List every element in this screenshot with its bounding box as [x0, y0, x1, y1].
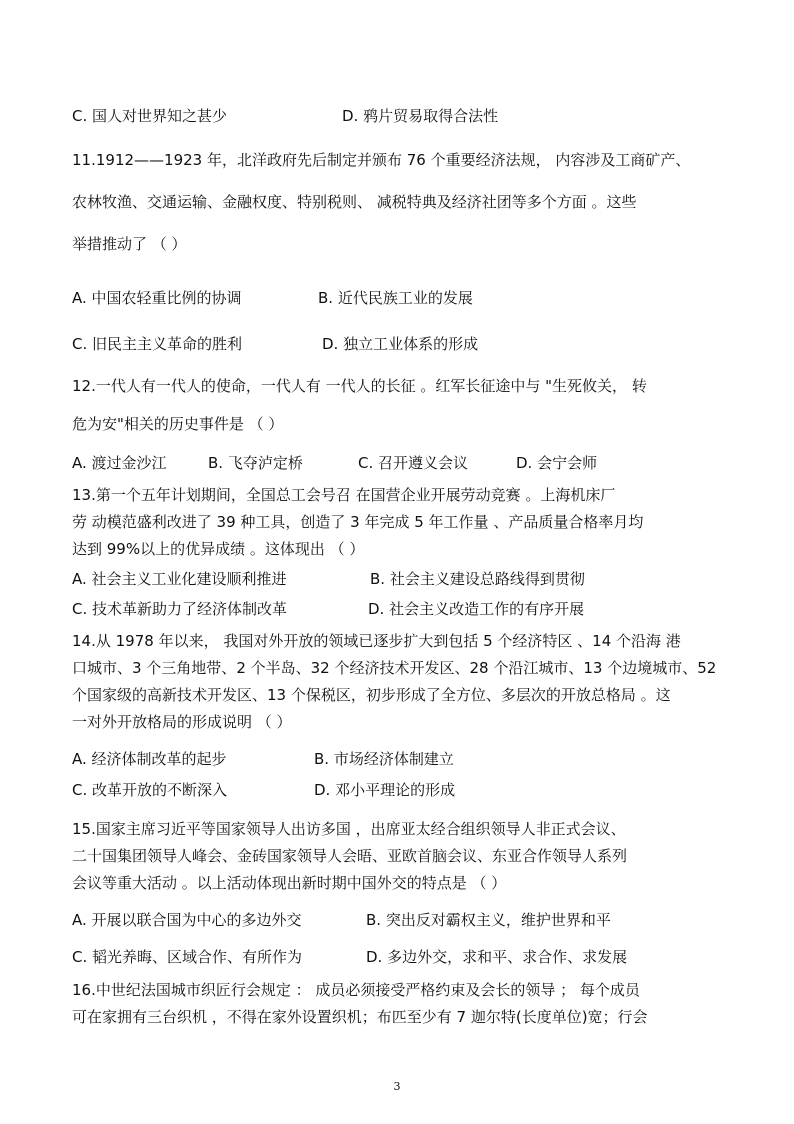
- option-a-q14: A. 经济体制改革的起步: [72, 750, 227, 768]
- option-c-q10: [72, 106, 227, 126]
- option-d-q11: D. 独立工业体系的形成: [322, 335, 479, 353]
- option-a-q11: A. 中国农轻重比例的协调: [72, 289, 242, 307]
- option-d-q15: D. 多边外交，求和平、求合作、求发展: [366, 948, 628, 966]
- question-14-line-4: 一对外开放格局的形成说明 （ ）: [72, 713, 292, 731]
- question-11-line-1: 11.1912——1923 年，北洋政府先后制定并颁布 76 个重要经济法规， 内容涉及工商矿产、: [72, 151, 691, 169]
- question-12-line-1: 12.一代人有一代人的使命，一代人有 一代人的长征 。红军长征途中与 "生死攸关， 转: [72, 377, 647, 395]
- option-b-q13: B. 社会主义建设总路线得到贯彻: [370, 570, 585, 588]
- option-c-q12: C. 召开遵义会议: [358, 454, 469, 472]
- question-15-line-1: 15.国家主席习近平等国家领导人出访多国 ，出席亚太经合组织领导人非正式会议、: [72, 820, 626, 838]
- question-15-line-2: 二十国集团领导人峰会、金砖国家领导人会晤、亚欧首脑会议、东亚合作领导人系列: [72, 847, 628, 865]
- option-text: D. 鸦片贸易取得合法性: [342, 107, 499, 125]
- question-15-line-3: 会议等重大活动 。以上活动体现出新时期中国外交的特点是 （ ）: [72, 874, 507, 892]
- option-b-q12: B. 飞夺泸定桥: [208, 454, 303, 472]
- option-b-q14: B. 市场经济体制建立: [314, 750, 454, 768]
- option-b-q15: B. 突出反对霸权主义，维护世界和平: [366, 911, 611, 929]
- question-14-line-1: 14.从 1978 年以来， 我国对外开放的领域已逐步扩大到包括 5 个经济特区 、14 个沿海 港: [72, 632, 681, 650]
- question-12-line-2: 危为安"相关的历史事件是 （ ）: [72, 415, 284, 433]
- question-14-line-3: 个国家级的高新技术开发区、13 个保税区，初步形成了全方位、多层次的开放总格局 。这: [72, 686, 671, 704]
- option-c-q15: C. 韬光养晦、区域合作、有所作为: [72, 948, 303, 966]
- page-number: 3: [393, 1080, 401, 1093]
- option-c-q14: C. 改革开放的不断深入: [72, 781, 228, 799]
- question-13-line-1: 13.第一个五年计划期间，全国总工会号召 在国营企业开展劳动竞赛 。上海机床厂: [72, 486, 616, 504]
- question-11-line-3: 举措推动了 （ ）: [72, 235, 187, 253]
- question-14-line-2: 口城市、3 个三角地带、2 个半岛、32 个经济技术开发区、28 个沿江城市、13 个边境城市、52: [72, 659, 717, 677]
- option-d-q14: D. 邓小平理论的形成: [314, 781, 456, 799]
- option-a-q13: A. 社会主义工业化建设顺利推进: [72, 570, 287, 588]
- question-16-line-2: 可在家拥有三台织机 ，不得在家外设置织机；布匹至少有 7 迦尔特(长度单位)宽；行会: [72, 1008, 648, 1026]
- option-text: C. 国人对世界知之甚少: [72, 107, 228, 125]
- question-11-line-2: 农林牧渔、交通运输、金融权度、特别税则、 减税特典及经济社团等多个方面 。这些: [72, 193, 637, 211]
- option-d-q10: [342, 106, 498, 126]
- question-13-line-3: 达到 99%以上的优异成绩 。这体现出 （ ）: [72, 540, 365, 558]
- option-c-q13: C. 技术革新助力了经济体制改革: [72, 600, 288, 618]
- question-13-line-2: 劳 动模范盛利改进了 39 种工具，创造了 3 年完成 5 年工作量 、产品质量合格率月均: [72, 513, 644, 531]
- option-b-q11: B. 近代民族工业的发展: [318, 289, 473, 307]
- option-d-q12: D. 会宁会师: [516, 454, 598, 472]
- option-d-q13: D. 社会主义改造工作的有序开展: [368, 600, 585, 618]
- option-c-q11: C. 旧民主主义革命的胜利: [72, 335, 243, 353]
- option-a-q12: A. 渡过金沙江: [72, 454, 167, 472]
- question-16-line-1: 16.中世纪法国城市织匠行会规定 ： 成员必须接受严格约束及会长的领导 ； 每个成员: [72, 981, 640, 999]
- option-a-q15: A. 开展以联合国为中心的多边外交: [72, 911, 302, 929]
